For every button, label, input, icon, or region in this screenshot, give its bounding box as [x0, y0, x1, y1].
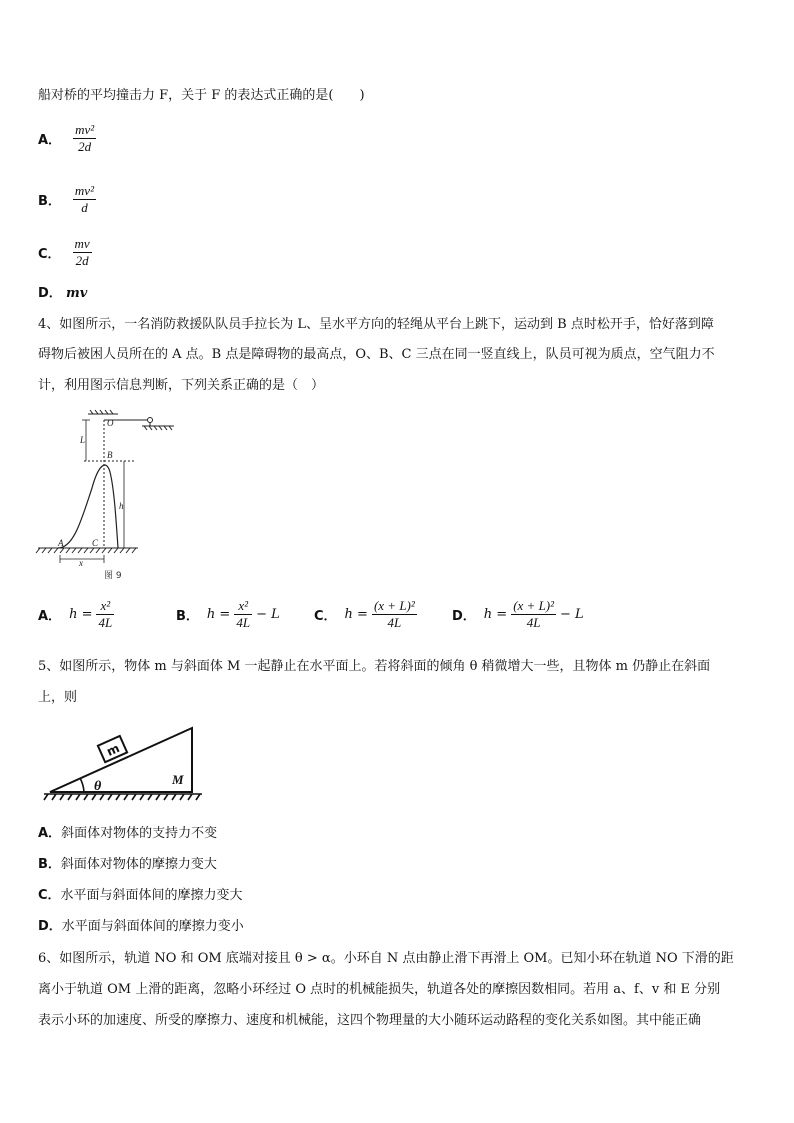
option-text: 斜面体对物体的支持力不变	[61, 826, 218, 841]
q3-stem: 船对桥的平均撞击力 F，关于 F 的表达式正确的是( )	[38, 88, 365, 103]
denominator: 2d	[78, 139, 92, 154]
numerator: x²	[234, 598, 252, 615]
q3-option-c[interactable]	[38, 236, 92, 269]
option-text: 水平面与斜面体间的摩擦力变大	[60, 888, 243, 903]
q4-option-c[interactable]	[314, 598, 417, 631]
option-text: mv	[65, 286, 88, 301]
option-label: C．	[38, 888, 61, 903]
obstacle-curve	[58, 465, 118, 548]
option-label: D．	[38, 919, 62, 934]
option-label: B．	[38, 857, 61, 872]
fraction	[73, 236, 92, 269]
denominator: 4L	[236, 615, 251, 630]
q4-stem-line-1: 4、如图所示，一名消防救援队队员手拉长为 L、呈水平方向的轻绳从平台上跳下，运动到 B 点时松开手，恰好落到障	[38, 317, 714, 332]
denominator: 4L	[526, 615, 541, 630]
ground	[36, 548, 138, 553]
option-label: A．	[38, 133, 62, 148]
fraction	[73, 122, 96, 155]
option-label: B．	[176, 609, 199, 624]
option-text: 斜面体对物体的摩擦力变大	[60, 857, 217, 872]
q4-option-b[interactable]	[176, 598, 280, 631]
option-lhs: h =	[69, 607, 93, 622]
numerator: mv²	[74, 183, 94, 198]
label-o: O	[107, 418, 114, 428]
q5-stem-line-1: 5、如图所示，物体 m 与斜面体 M 一起静止在水平面上。若将斜面的倾角 θ 稍微增大一些，且物体 m 仍静止在斜面	[38, 659, 711, 674]
option-tail: − L	[256, 607, 280, 622]
fraction	[73, 183, 96, 216]
option-lhs: h =	[344, 607, 368, 622]
q5-option-b[interactable]	[38, 853, 217, 872]
q4-stem-line-3: 计，利用图示信息判断，下列关系正确的是（ ）	[38, 378, 325, 393]
label-x: x	[79, 558, 83, 568]
label-c: C	[92, 538, 99, 548]
figure-caption: 图 9	[104, 571, 122, 581]
ground	[44, 794, 202, 800]
option-label: B．	[38, 194, 61, 209]
q6-stem-line-3: 表示小环的加速度、所受的摩擦力、速度和机械能，这四个物理量的大小随环运动路程的变化关系如图。其中能正确	[38, 1013, 702, 1028]
label-m: m	[104, 740, 122, 759]
option-label: C．	[314, 609, 337, 624]
numerator: (x + L)²	[373, 598, 415, 613]
option-lhs: h =	[206, 607, 231, 622]
label-a: A	[58, 538, 64, 548]
angle-arc	[80, 778, 84, 792]
option-label: D．	[38, 286, 62, 301]
q5-figure	[40, 720, 210, 810]
fraction	[372, 598, 417, 631]
q6-stem-line-2: 离小于轨道 OM 上滑的距离，忽略小环经过 O 点时的机械能损失，轨道各处的摩擦因数相同。若用 a、f、v 和 E 分别	[38, 982, 721, 997]
label-theta: θ	[94, 779, 102, 794]
option-lhs: h =	[483, 607, 508, 622]
q5-option-a[interactable]	[38, 822, 217, 841]
option-label: C．	[38, 247, 61, 262]
label-b: B	[107, 450, 113, 460]
q4-option-a[interactable]	[38, 598, 114, 631]
numerator: (x + L)²	[513, 598, 555, 613]
option-label: A．	[38, 609, 62, 624]
fraction	[511, 598, 556, 631]
fraction	[96, 598, 114, 631]
numerator: x²	[96, 598, 114, 615]
option-label: A．	[38, 826, 62, 841]
denominator: d	[81, 200, 88, 215]
numerator: mv²	[75, 122, 95, 137]
denominator: 2d	[75, 253, 89, 268]
denominator: 4L	[387, 615, 402, 630]
q4-option-d[interactable]	[452, 598, 584, 631]
label-big-m: M	[172, 772, 184, 787]
option-tail: − L	[560, 607, 584, 622]
ceiling-hatch	[88, 410, 118, 414]
label-l: L	[80, 435, 86, 445]
q4-figure	[34, 408, 194, 586]
option-text: 水平面与斜面体间的摩擦力变小	[61, 919, 244, 934]
q3-option-d[interactable]	[38, 282, 87, 301]
denominator: 4L	[98, 615, 113, 630]
platform	[104, 418, 174, 431]
q5-option-d[interactable]	[38, 915, 244, 934]
q3-option-a[interactable]	[38, 122, 96, 155]
label-h: h	[119, 501, 124, 511]
q5-stem-line-2: 上，则	[38, 690, 78, 705]
fraction	[234, 598, 252, 631]
q3-option-b[interactable]	[38, 183, 96, 216]
q6-stem-line-1: 6、如图所示，轨道 NO 和 OM 底端对接且 θ > α。小环自 N 点由静止滑下再滑上 OM。已知小环在轨道 NO 下滑的距	[38, 951, 734, 966]
q5-option-c[interactable]	[38, 884, 243, 903]
q4-stem-line-2: 碍物后被困人员所在的 A 点。B 点是障碍物的最高点，O、B、C 三点在同一竖直线上，队员可视为质点，空气阻力不	[38, 347, 715, 362]
numerator: mv	[74, 236, 90, 251]
option-label: D．	[452, 609, 476, 624]
